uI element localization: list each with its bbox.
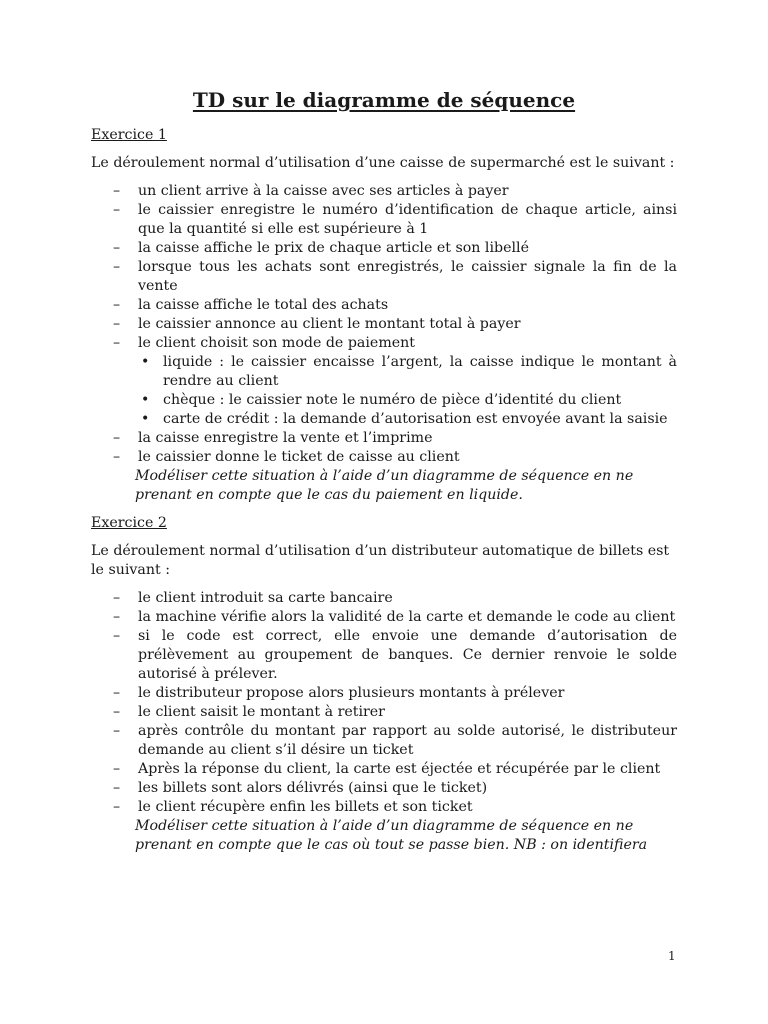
exercise-2-steps bbox=[113, 589, 677, 817]
list-item: – la machine vérifie alors la validité de la carte et demande le code au client bbox=[113, 608, 677, 627]
exercise-1-final-steps bbox=[113, 429, 677, 467]
document-page bbox=[91, 86, 677, 864]
list-item: – le client saisit le montant à retirer bbox=[113, 703, 677, 722]
list-item: – le client récupère enfin les billets et son ticket bbox=[113, 798, 677, 817]
exercise-2 bbox=[91, 514, 677, 855]
list-item: – le client choisit son mode de paiement bbox=[113, 334, 677, 353]
document-title: TD sur le diagramme de séquence bbox=[192, 88, 576, 112]
list-item: – un client arrive à la caisse avec ses articles à payer bbox=[113, 182, 677, 201]
list-item: – le caissier donne le ticket de caisse au client bbox=[113, 448, 677, 467]
list-item: – le caissier enregistre le numéro d’identification de chaque article, ainsi que la quantité si elle est supérieure à 1 bbox=[113, 201, 677, 239]
exercise-2-heading: Exercice 2 bbox=[91, 515, 167, 531]
list-item: – Après la réponse du client, la carte est éjectée et récupérée par le client bbox=[113, 760, 677, 779]
list-item: • chèque : le caissier note le numéro de pièce d’identité du client bbox=[139, 391, 677, 410]
list-item: – la caisse affiche le total des achats bbox=[113, 296, 677, 315]
exercise-1-steps bbox=[113, 182, 677, 353]
exercise-1-instruction: Modéliser cette situation à l’aide d’un diagramme de séquence en ne prenant en compte que le cas du paiement en liquide. bbox=[135, 468, 634, 503]
exercise-1-intro: Le déroulement normal d’utilisation d’une caisse de supermarché est le suivant : bbox=[91, 155, 675, 171]
exercise-1 bbox=[91, 126, 677, 505]
list-item: – les billets sont alors délivrés (ainsi que le ticket) bbox=[113, 779, 677, 798]
exercise-2-instruction: Modéliser cette situation à l’aide d’un diagramme de séquence en ne prenant en compte que le cas où tout se passe bien. NB : on identifiera bbox=[135, 818, 648, 853]
list-item: – le distributeur propose alors plusieurs montants à prélever bbox=[113, 684, 677, 703]
exercise-1-heading: Exercice 1 bbox=[91, 127, 167, 143]
page-number: 1 bbox=[668, 949, 676, 963]
list-item: • liquide : le caissier encaisse l’argent, la caisse indique le montant à rendre au client bbox=[139, 353, 677, 391]
list-item: – la caisse affiche le prix de chaque article et son libellé bbox=[113, 239, 677, 258]
list-item: – la caisse enregistre la vente et l’imprime bbox=[113, 429, 677, 448]
list-item: – le client introduit sa carte bancaire bbox=[113, 589, 677, 608]
list-item: – si le code est correct, elle envoie une demande d’autorisation de prélèvement au groupement de banques. Ce dernier renvoie le solde autorisé à prélever. bbox=[113, 627, 677, 684]
list-item: – après contrôle du montant par rapport au solde autorisé, le distributeur demande au client s’il désire un ticket bbox=[113, 722, 677, 760]
list-item: – lorsque tous les achats sont enregistrés, le caissier signale la fin de la vente bbox=[113, 258, 677, 296]
list-item: – le caissier annonce au client le montant total à payer bbox=[113, 315, 677, 334]
list-item: • carte de crédit : la demande d’autorisation est envoyée avant la saisie bbox=[139, 410, 677, 429]
payment-modes-list bbox=[139, 353, 677, 429]
exercise-2-intro: Le déroulement normal d’utilisation d’un distributeur automatique de billets est le suivant : bbox=[91, 543, 670, 578]
